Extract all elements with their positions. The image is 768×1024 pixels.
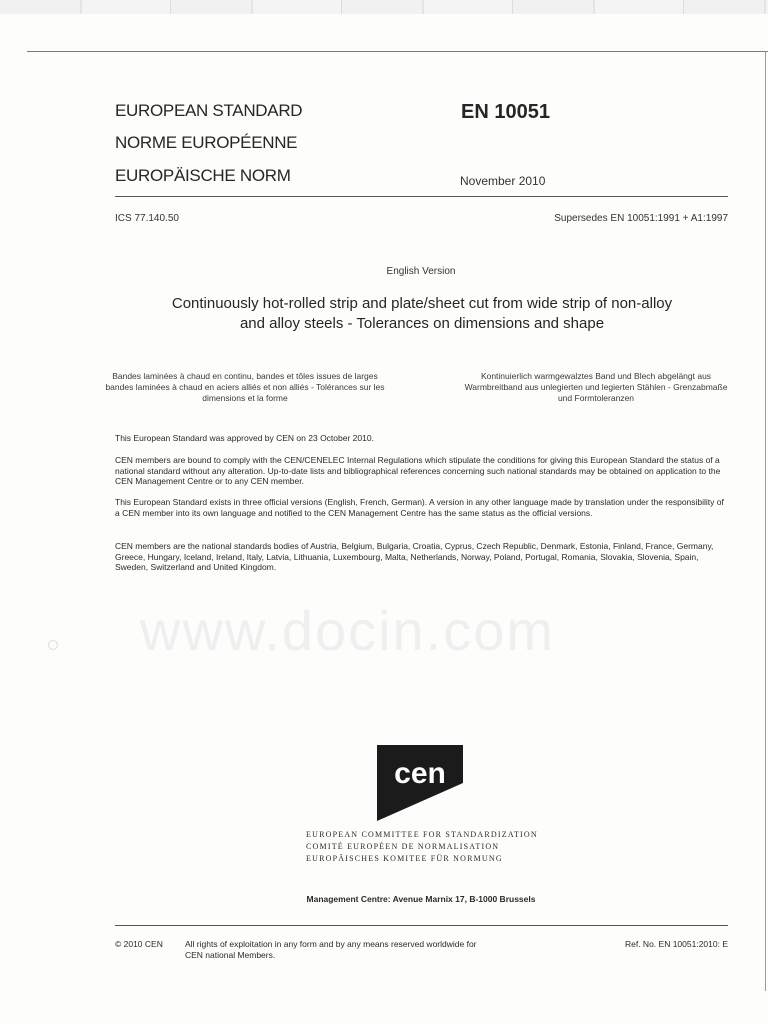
german-title: Kontinuierlich warmgewalztes Band und Blech abgelängt aus Warmbreitband aus unlegierten und legierten Stählen - Grenzabmaße und Formtoleranzen bbox=[464, 371, 728, 403]
scan-artifact-dot bbox=[48, 640, 58, 650]
ics-code: ICS 77.140.50 bbox=[115, 213, 179, 224]
cen-logo-text: cen bbox=[394, 757, 446, 790]
copyright-notice: © 2010 CEN bbox=[115, 939, 163, 949]
french-title: Bandes laminées à chaud en continu, bandes et tôles issues de larges bandes laminées à chaud en aciers alliés et non alliés - Tolérances sur les dimensions et la forme bbox=[105, 371, 385, 403]
publication-date: November 2010 bbox=[460, 174, 546, 188]
title-german: EUROPÄISCHE NORM bbox=[115, 166, 291, 185]
document-number: EN 10051 bbox=[461, 101, 550, 123]
approval-paragraph: This European Standard was approved by CEN on 23 October 2010. bbox=[115, 433, 374, 443]
committee-names bbox=[306, 829, 538, 865]
frame-top-border bbox=[27, 51, 768, 52]
scan-artifact-strip bbox=[0, 0, 768, 14]
header-divider bbox=[115, 196, 728, 197]
committee-name-french: COMITÉ EUROPÉEN DE NORMALISATION bbox=[306, 842, 500, 851]
committee-name-german: EUROPÄISCHES KOMITEE FÜR NORMUNG bbox=[306, 854, 503, 863]
members-paragraph: CEN members are the national standards bodies of Austria, Belgium, Bulgaria, Croatia, Cyprus, Czech Republic, Denmark, Estonia, Finland, France, Germany, Greece, Hungary, Iceland, Ireland, Italy, Latvia, Lithuania, Luxembourg, Malta, Netherlands, Norway, Poland, Portugal, Romania, Slovakia, Slovenia, Spain, Sweden, Switzerland and United Kingdom. bbox=[115, 541, 714, 572]
reference-number: Ref. No. EN 10051:2010: E bbox=[624, 939, 728, 949]
regulations-paragraph: CEN members are bound to comply with the CEN/CENELEC Internal Regulations which stipulate the conditions for giving this European Standard the status of a national standard without any alteration. Up-to-date lists and bibliographical references concerning such national standards may be obtained on application to the CEN Management Centre or to any CEN member. bbox=[115, 455, 721, 486]
document-main-title: Continuously hot-rolled strip and plate/sheet cut from wide strip of non-alloy and alloy steels - Tolerances on dimensions and shape bbox=[171, 295, 673, 332]
versions-paragraph: This European Standard exists in three official versions (English, French, German). A version in any other language made by translation under the responsibility of a CEN member into its own language and notified to the CEN Management Centre has the same status as the official versions. bbox=[115, 497, 724, 518]
committee-name-english: EUROPEAN COMMITTEE FOR STANDARDIZATION bbox=[306, 830, 538, 839]
footer-divider bbox=[115, 925, 728, 926]
watermark: www.docin.com bbox=[140, 599, 556, 662]
rights-statement: All rights of exploitation in any form and by any means reserved worldwide for CEN national Members. bbox=[185, 939, 477, 960]
management-centre-address: Management Centre: Avenue Marnix 17, B-1000 Brussels bbox=[306, 894, 536, 904]
supersedes-note: Supersedes EN 10051:1991 + A1:1997 bbox=[554, 213, 728, 224]
frame-right-border bbox=[765, 51, 766, 991]
cen-logo bbox=[377, 745, 463, 821]
title-english: EUROPEAN STANDARD bbox=[115, 101, 303, 120]
title-french: NORME EUROPÉENNE bbox=[115, 133, 298, 152]
version-label: English Version bbox=[386, 266, 456, 277]
